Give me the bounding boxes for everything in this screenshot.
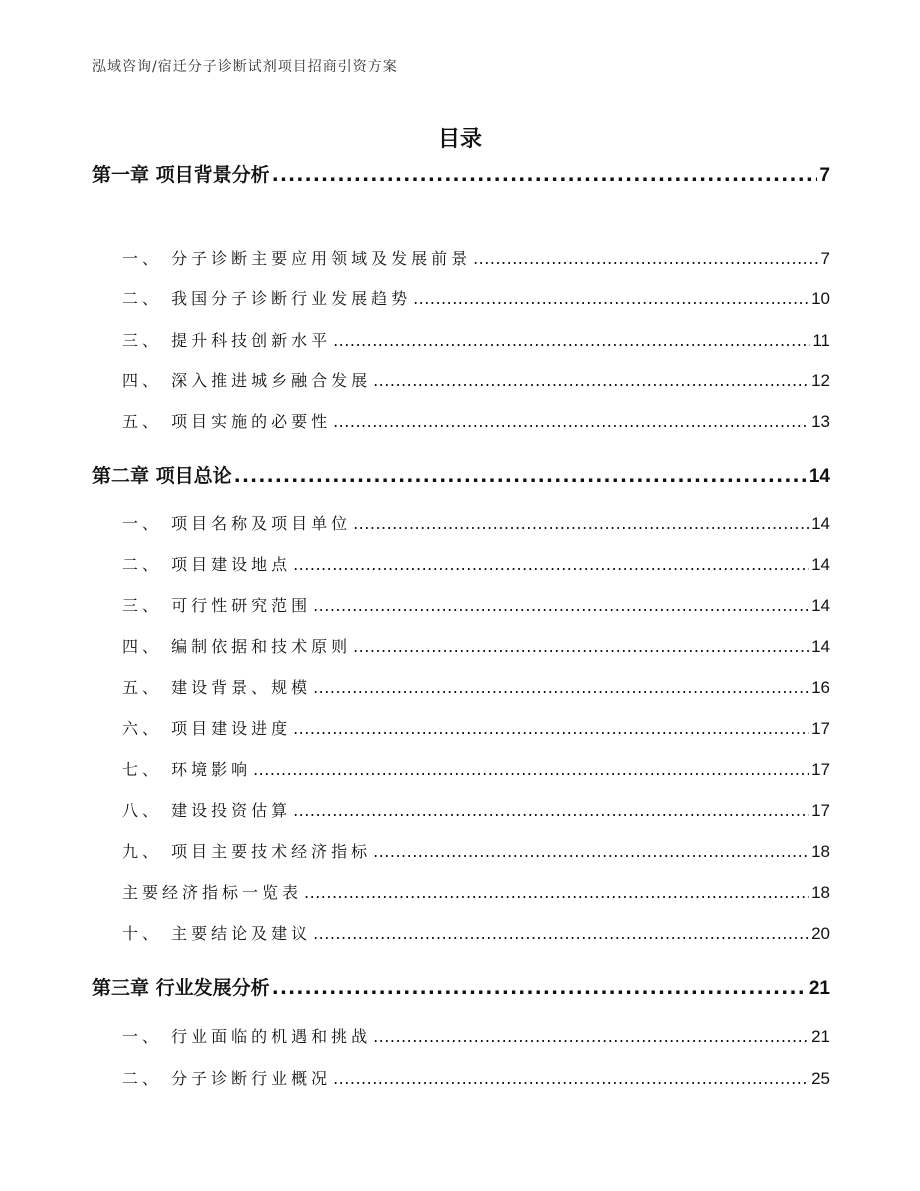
toc-page-number: 14 (808, 466, 830, 487)
toc-section-entry[interactable] (122, 409, 830, 432)
dot-leader (333, 1069, 809, 1088)
toc-entry-label: 三、 提升科技创新水平 (122, 331, 332, 350)
toc-page-number: 25 (811, 1069, 830, 1088)
toc-entry-label: 一、 项目名称及项目单位 (122, 514, 352, 533)
toc-page-number: 17 (811, 719, 830, 738)
dot-leader (353, 637, 809, 656)
toc-section-entry[interactable] (122, 511, 830, 534)
dot-leader (293, 801, 809, 820)
toc-chapter-entry[interactable] (92, 973, 830, 1000)
toc-page-number: 18 (811, 842, 830, 861)
toc-chapter-entry[interactable] (92, 461, 830, 488)
toc-section-entry[interactable] (122, 798, 830, 821)
toc-title: 目录 (437, 127, 482, 152)
toc-entry-label: 五、 建设背景、规模 (122, 678, 312, 697)
toc-entry-label: 十、 主要结论及建议 (122, 924, 312, 943)
dot-leader (234, 465, 807, 487)
dot-leader (313, 678, 809, 697)
toc-entry-label: 一、 行业面临的机遇和挑战 (122, 1027, 372, 1046)
dot-leader (373, 1027, 809, 1046)
toc-page-number: 7 (819, 165, 830, 186)
toc-page-number: 7 (820, 249, 830, 268)
toc-page-number: 12 (811, 371, 830, 390)
toc-entry-label: 二、 分子诊断行业概况 (122, 1069, 332, 1088)
toc-section-entry[interactable] (122, 839, 830, 862)
toc-section-entry[interactable] (122, 634, 830, 657)
toc-page-number: 10 (811, 289, 830, 308)
toc-section-entry[interactable] (122, 328, 830, 351)
toc-entry-label: 八、 建设投资估算 (122, 801, 292, 820)
dot-leader (272, 977, 807, 999)
toc-section-entry[interactable] (122, 246, 830, 269)
toc-page-number: 21 (808, 978, 830, 999)
toc-entry-label: 九、 项目主要技术经济指标 (122, 842, 372, 861)
toc-page-number: 17 (811, 801, 830, 820)
toc-section-entry[interactable] (122, 675, 830, 698)
toc-entry-label: 二、 我国分子诊断行业发展趋势 (122, 289, 412, 308)
toc-section-entry[interactable] (122, 716, 830, 739)
toc-section-entry[interactable] (122, 1024, 830, 1047)
dot-leader (253, 760, 809, 779)
running-header: 泓域咨询/宿迁分子诊断试剂项目招商引资方案 (92, 59, 398, 75)
toc-entry-label: 第二章 项目总论 (92, 465, 232, 487)
toc-section-entry[interactable] (122, 286, 830, 309)
dot-leader (373, 842, 809, 861)
toc-chapter-entry[interactable] (92, 160, 830, 187)
dot-leader (333, 412, 809, 431)
dot-leader (293, 719, 809, 738)
dot-leader (373, 371, 809, 390)
toc-section-entry[interactable] (122, 368, 830, 391)
dot-leader (272, 164, 818, 186)
toc-page-number: 21 (811, 1027, 830, 1046)
toc-section-entry[interactable] (122, 1066, 830, 1089)
toc-entry-label: 四、 深入推进城乡融合发展 (122, 371, 372, 390)
dot-leader (293, 555, 809, 574)
dot-leader (413, 289, 809, 308)
dot-leader (304, 883, 809, 902)
toc-entry-label: 六、 项目建设进度 (122, 719, 292, 738)
dot-leader (473, 249, 818, 268)
toc-entry-label: 第三章 行业发展分析 (92, 977, 270, 999)
toc-section-entry[interactable] (122, 757, 830, 780)
toc-page-number: 20 (811, 924, 830, 943)
toc-section-entry[interactable] (122, 921, 830, 944)
toc-page-number: 18 (811, 883, 830, 902)
toc-entry-label: 主要经济指标一览表 (122, 883, 303, 902)
toc-entry-label: 第一章 项目背景分析 (92, 164, 270, 186)
toc-entry-label: 二、 项目建设地点 (122, 555, 292, 574)
toc-entry-label: 三、 可行性研究范围 (122, 596, 312, 615)
toc-section-entry[interactable] (122, 593, 830, 616)
toc-entry-label: 一、 分子诊断主要应用领域及发展前景 (122, 249, 472, 268)
toc-page-number: 14 (811, 596, 830, 615)
dot-leader (353, 514, 809, 533)
toc-page-number: 14 (811, 637, 830, 656)
dot-leader (313, 924, 809, 943)
toc-section-entry[interactable] (122, 880, 830, 903)
toc-entry-label: 七、 环境影响 (122, 760, 252, 779)
toc-page-number: 16 (811, 678, 830, 697)
dot-leader (313, 596, 809, 615)
toc-section-entry[interactable] (122, 552, 830, 575)
toc-entry-label: 四、 编制依据和技术原则 (122, 637, 352, 656)
toc-page-number: 13 (811, 412, 830, 431)
toc-entry-label: 五、 项目实施的必要性 (122, 412, 332, 431)
toc-page-number: 14 (811, 555, 830, 574)
toc-page-number: 11 (812, 331, 830, 350)
dot-leader (333, 331, 810, 350)
toc-page-number: 17 (811, 760, 830, 779)
toc-page-number: 14 (811, 514, 830, 533)
